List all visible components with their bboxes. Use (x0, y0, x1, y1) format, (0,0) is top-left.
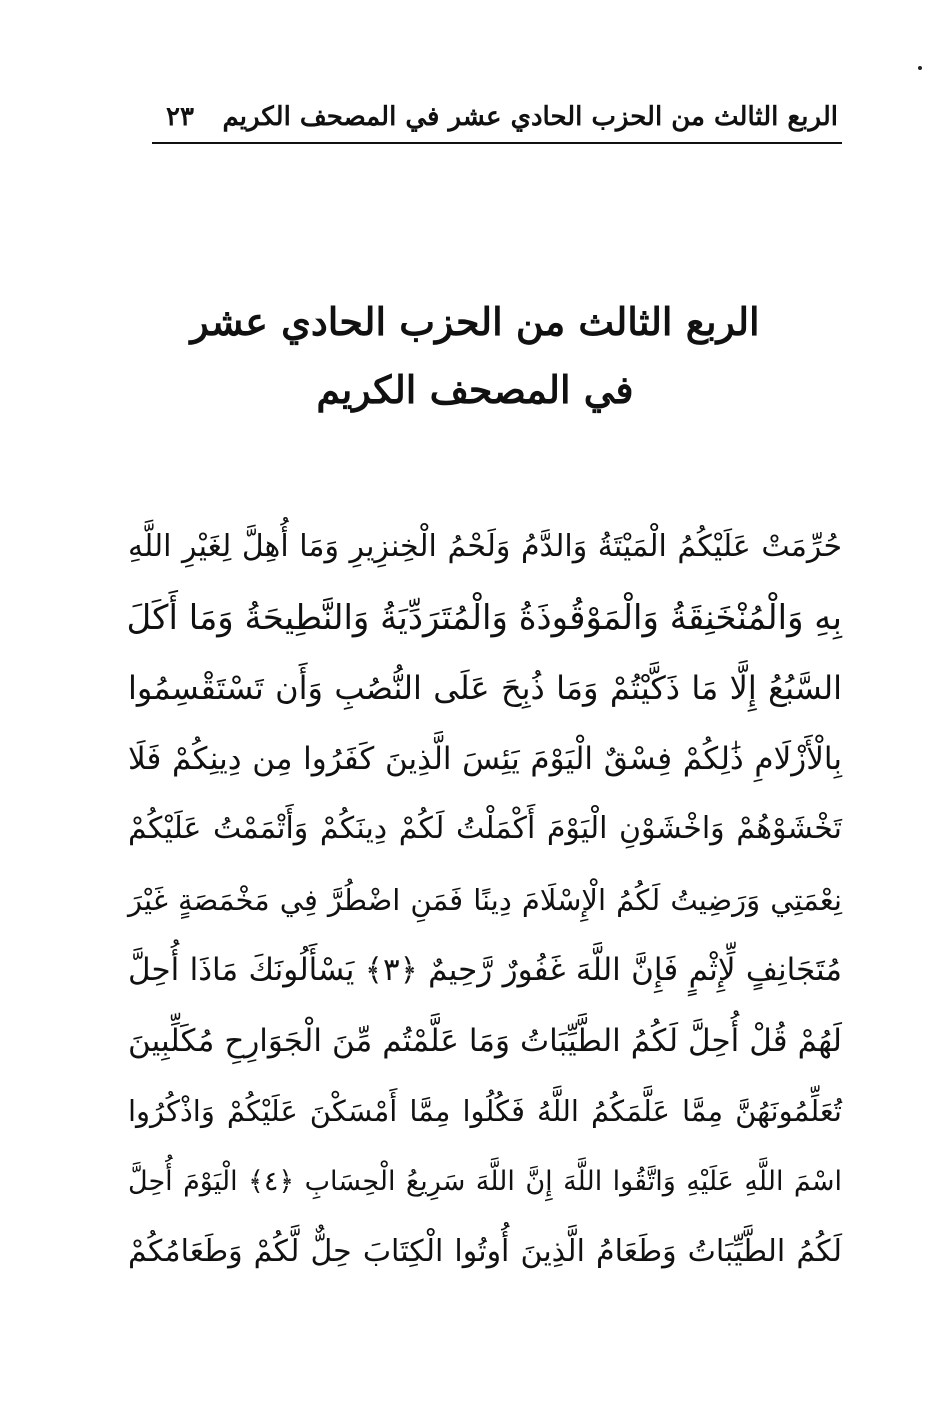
scan-speck (918, 66, 922, 70)
verse-line: نِعْمَتِي وَرَضِيتُ لَكُمُ الْإِسْلَامَ دِينًا فَمَنِ اضْطُرَّ فِي مَخْمَصَةٍ غَيْرَ (128, 882, 842, 917)
verse-line: حُرِّمَتْ عَلَيْكُمُ الْمَيْتَةُ وَالدَّمُ وَلَحْمُ الْخِنزِيرِ وَمَا أُهِلَّ لِغَيْرِ اللَّهِ (128, 529, 842, 564)
verse-line: بِالْأَزْلَامِ ذَٰلِكُمْ فِسْقٌ الْيَوْمَ يَئِسَ الَّذِينَ كَفَرُوا مِن دِينِكُمْ فَلَا (128, 740, 842, 777)
verse-line: مُتَجَانِفٍ لِّإِثْمٍ فَإِنَّ اللَّهَ غَفُورٌ رَّحِيمٌ ﴿٣﴾ يَسْأَلُونَكَ مَاذَا أُحِلَّ (128, 952, 843, 988)
verse-line: اسْمَ اللَّهِ عَلَيْهِ وَاتَّقُوا اللَّهَ إِنَّ اللَّهَ سَرِيعُ الْحِسَابِ ﴿٤﴾ الْيَوْمَ أُحِلَّ (128, 1165, 842, 1197)
section-title-line-2: في المصحف الكريم (316, 367, 634, 412)
page-number: ٢٣ (166, 102, 194, 132)
section-title-line-1: الربع الثالث من الحزب الحادي عشر (190, 299, 760, 344)
running-header (152, 98, 842, 144)
verse-text-block (128, 512, 842, 1288)
running-header-title: الربع الثالث من الحزب الحادي عشر في المصحف الكريم (222, 102, 838, 132)
verse-line: لَهُمْ قُلْ أُحِلَّ لَكُمُ الطَّيِّبَاتُ وَمَا عَلَّمْتُم مِّنَ الْجَوَارِحِ مُكَلِّبِينَ (128, 1022, 842, 1059)
verse-line: تُعَلِّمُونَهُنَّ مِمَّا عَلَّمَكُمُ اللَّهُ فَكُلُوا مِمَّا أَمْسَكْنَ عَلَيْكُمْ وَاذْكُرُوا (128, 1094, 842, 1128)
verse-line: تَخْشَوْهُمْ وَاخْشَوْنِ الْيَوْمَ أَكْمَلْتُ لَكُمْ دِينَكُمْ وَأَتْمَمْتُ عَلَيْكُمْ (128, 811, 842, 846)
verse-line: بِهِ وَالْمُنْخَنِقَةُ وَالْمَوْقُوذَةُ وَالْمُتَرَدِّيَةُ وَالنَّطِيحَةُ وَمَا أَكَلَ (126, 597, 842, 638)
verse-line: لَكُمُ الطَّيِّبَاتُ وَطَعَامُ الَّذِينَ أُوتُوا الْكِتَابَ حِلٌّ لَّكُمْ وَطَعَامُكُمْ (128, 1234, 842, 1269)
section-title (150, 288, 800, 424)
verse-line: السَّبُعُ إِلَّا مَا ذَكَّيْتُمْ وَمَا ذُبِحَ عَلَى النُّصُبِ وَأَن تَسْتَقْسِمُوا (128, 669, 842, 707)
